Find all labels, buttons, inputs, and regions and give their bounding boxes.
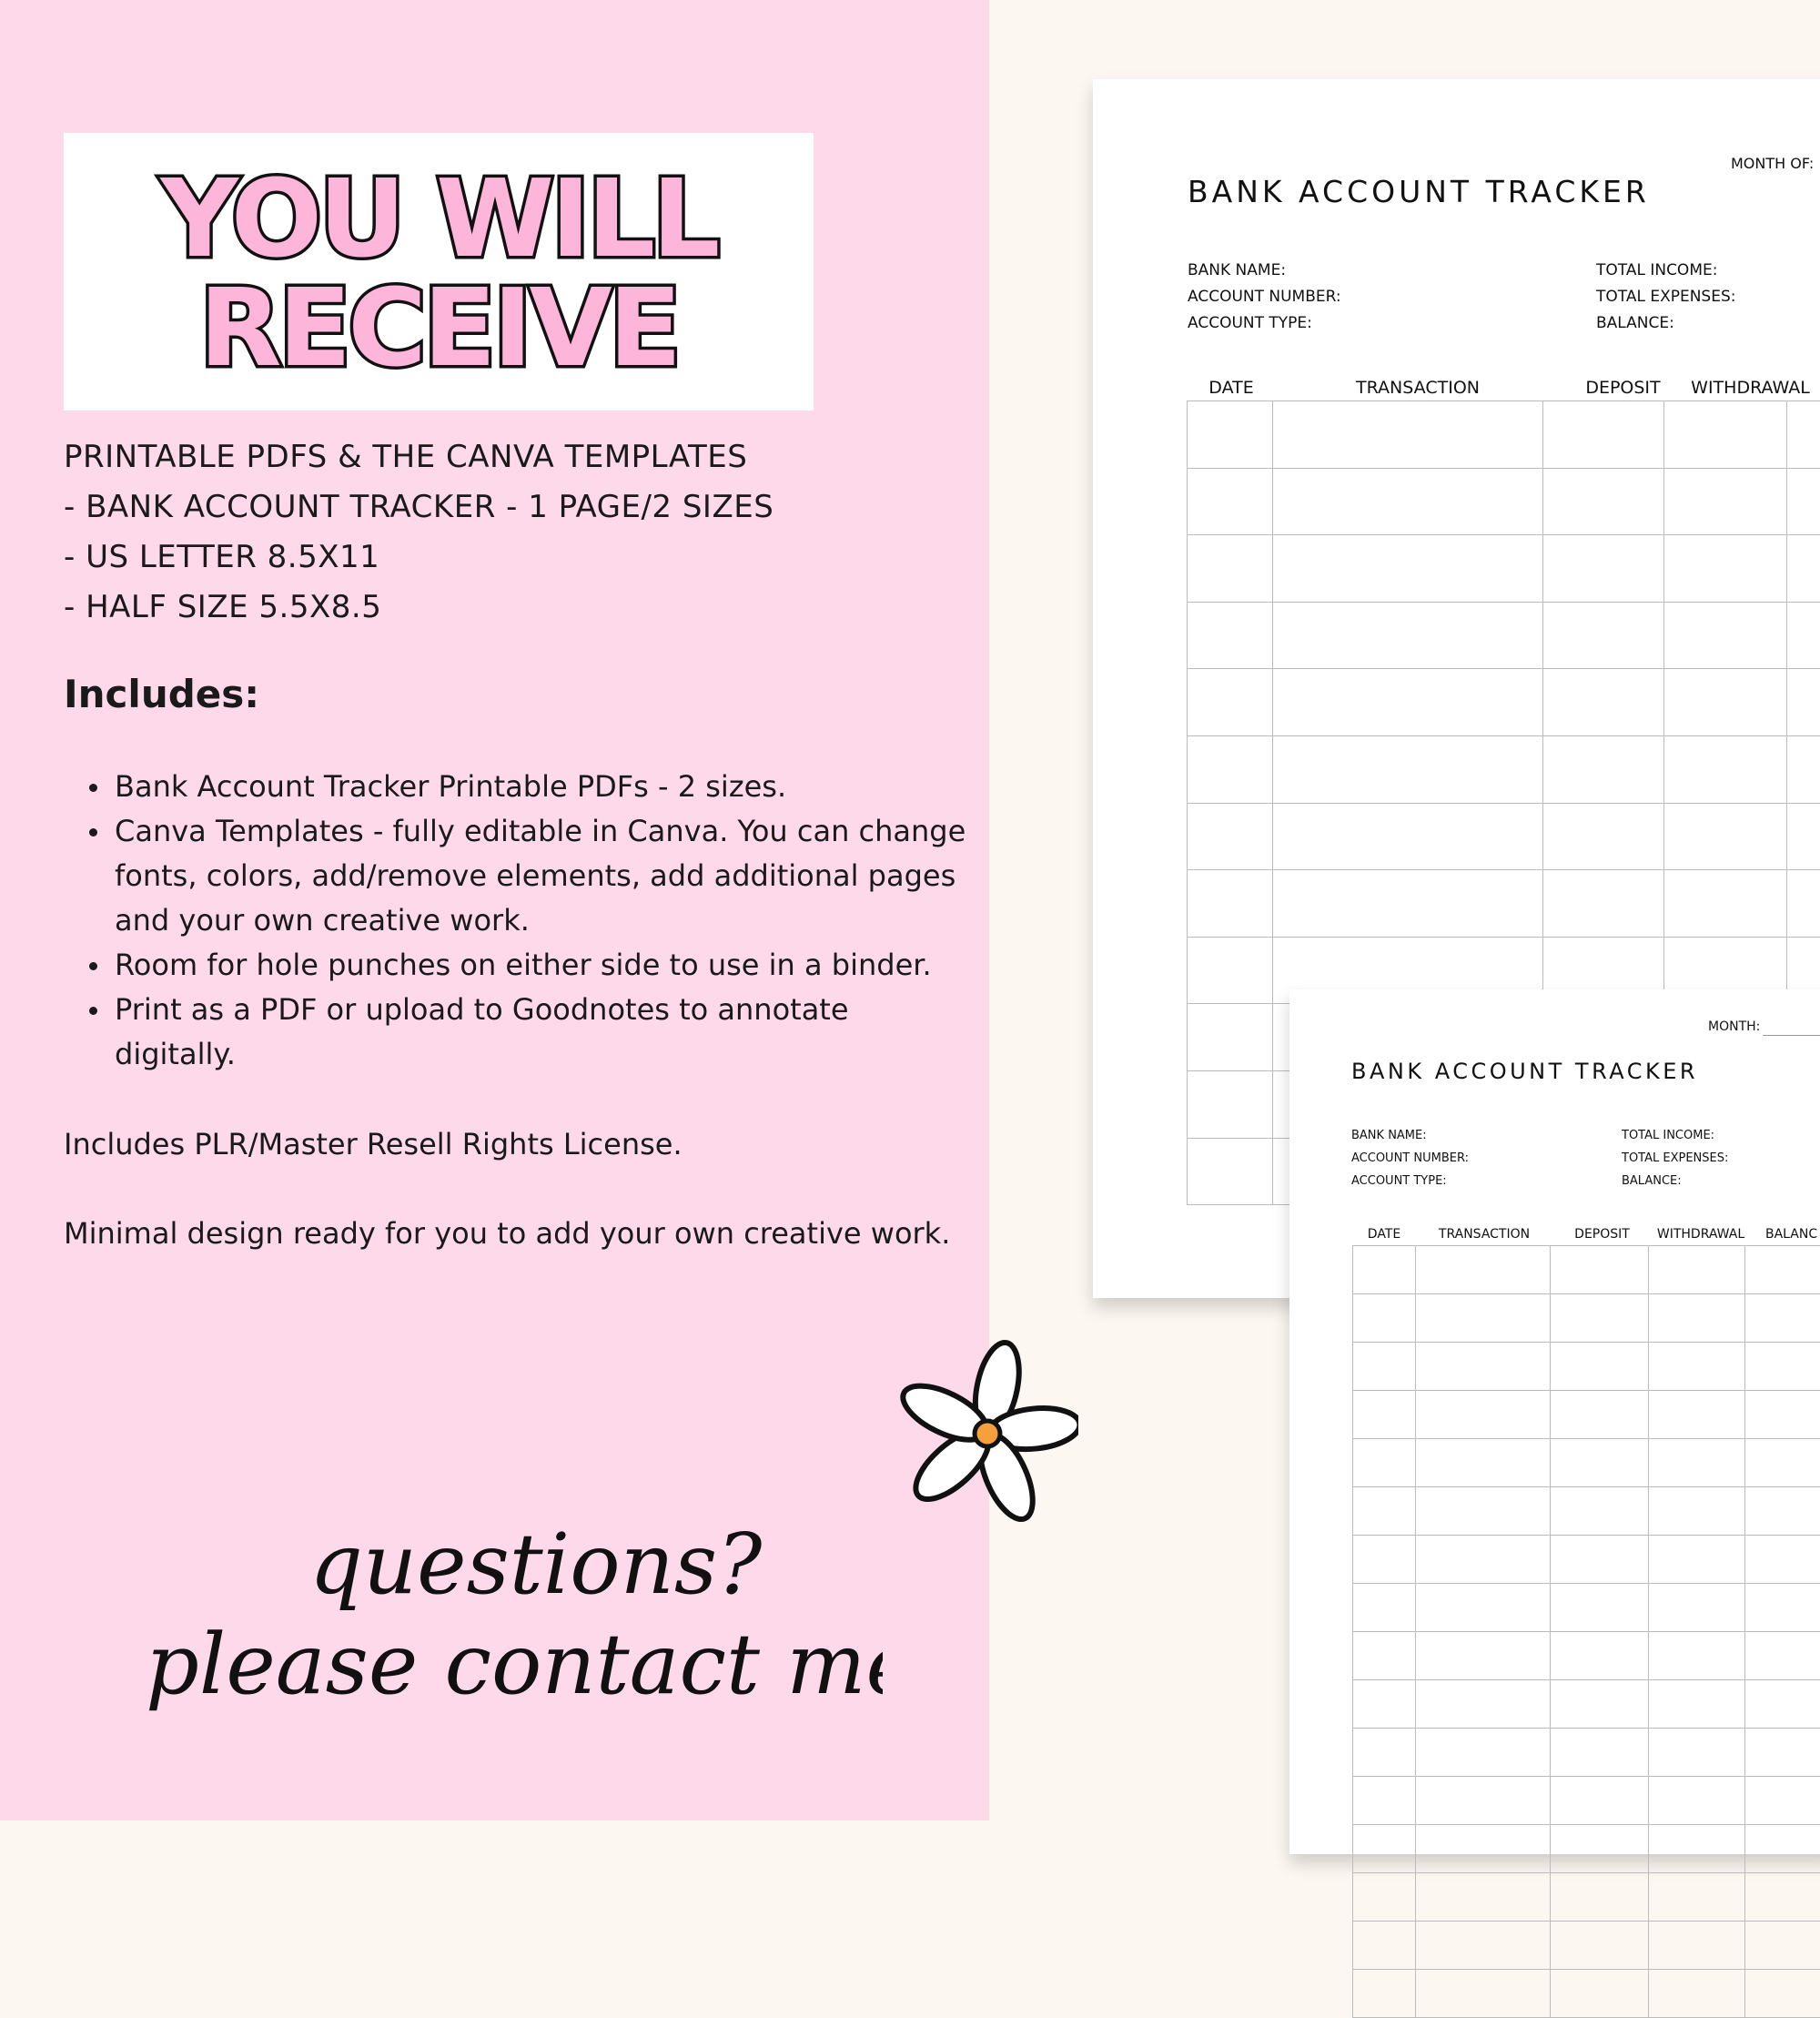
- table-cell: [1353, 1294, 1416, 1343]
- table-cell: [1664, 401, 1787, 469]
- table-cell: [1745, 1487, 1820, 1536]
- page-title: BANK ACCOUNT TRACKER: [1351, 1059, 1698, 1084]
- field-label: TOTAL EXPENSES:: [1596, 284, 1735, 310]
- includes-heading: Includes:: [64, 672, 259, 716]
- table-cell: [1745, 1680, 1820, 1729]
- table-cell: [1416, 1825, 1551, 1873]
- table-cell: [1416, 1439, 1551, 1487]
- table-cell: [1353, 1536, 1416, 1584]
- table-cell: [1416, 1584, 1551, 1632]
- table-cell: [1786, 535, 1820, 603]
- license-text: Includes PLR/Master Resell Rights License.: [64, 1122, 956, 1167]
- table-cell: [1272, 803, 1543, 870]
- field-label: ACCOUNT TYPE:: [1188, 310, 1341, 337]
- table-cell: [1786, 803, 1820, 870]
- table-cell: [1745, 1970, 1820, 2018]
- table-cell: [1416, 1777, 1551, 1825]
- table-cell: [1543, 401, 1664, 469]
- script-line-2: please contact me!: [146, 1616, 883, 1713]
- table-cell: [1551, 1536, 1649, 1584]
- transaction-table: [1352, 1245, 1820, 2018]
- table-cell: [1188, 870, 1273, 938]
- table-row: [1188, 803, 1820, 870]
- table-row: [1353, 1970, 1820, 2018]
- table-cell: [1648, 1825, 1745, 1873]
- table-cell: [1353, 1777, 1416, 1825]
- table-row: [1353, 1391, 1820, 1439]
- table-cell: [1664, 535, 1787, 603]
- table-cell: [1416, 1391, 1551, 1439]
- table-cell: [1188, 602, 1273, 669]
- month-label: MONTH OF:: [1731, 155, 1814, 172]
- table-row: [1353, 1246, 1820, 1294]
- table-cell: [1416, 1536, 1551, 1584]
- table-cell: [1188, 468, 1273, 535]
- table-cell: [1648, 1343, 1745, 1391]
- table-cell: [1188, 803, 1273, 870]
- table-row: [1353, 1294, 1820, 1343]
- table-cell: [1745, 1729, 1820, 1777]
- includes-list: [64, 765, 974, 1077]
- table-cell: [1353, 1343, 1416, 1391]
- table-cell: [1353, 1680, 1416, 1729]
- table-cell: [1648, 1246, 1745, 1294]
- table-cell: [1551, 1632, 1649, 1680]
- field-label: TOTAL INCOME:: [1596, 258, 1735, 284]
- list-item: Print as a PDF or upload to Goodnotes to annotate digitally.: [64, 988, 974, 1077]
- table-cell: [1272, 602, 1543, 669]
- deliverable-line: - BANK ACCOUNT TRACKER - 1 PAGE/2 SIZES: [64, 489, 774, 525]
- table-row: [1188, 401, 1820, 469]
- table-cell: [1745, 1584, 1820, 1632]
- table-cell: [1353, 1584, 1416, 1632]
- table-cell: [1648, 1487, 1745, 1536]
- table-cell: [1648, 1680, 1745, 1729]
- table-cell: [1551, 1584, 1649, 1632]
- table-cell: [1416, 1970, 1551, 2018]
- table-cell: [1551, 1922, 1649, 1970]
- table-cell: [1353, 1391, 1416, 1439]
- table-cell: [1551, 1873, 1649, 1922]
- table-cell: [1551, 1680, 1649, 1729]
- table-cell: [1353, 1922, 1416, 1970]
- tracker-page-half: [1289, 989, 1820, 1854]
- table-cell: [1551, 1729, 1649, 1777]
- table-cell: [1745, 1777, 1820, 1825]
- table-row: [1353, 1439, 1820, 1487]
- you-will-receive-banner: [64, 133, 814, 411]
- table-cell: [1745, 1343, 1820, 1391]
- table-row: [1353, 1825, 1820, 1873]
- month-label: MONTH:: [1708, 1019, 1760, 1034]
- table-row: [1353, 1632, 1820, 1680]
- table-cell: [1188, 937, 1273, 1004]
- column-header: WITHDRAWAL: [1652, 1227, 1750, 1242]
- table-cell: [1272, 401, 1543, 469]
- table-cell: [1648, 1536, 1745, 1584]
- column-header: DEPOSIT: [1552, 1227, 1652, 1242]
- table-cell: [1551, 1825, 1649, 1873]
- daisy-icon: [896, 1338, 1078, 1529]
- table-cell: [1786, 735, 1820, 803]
- table-cell: [1551, 1777, 1649, 1825]
- table-cell: [1745, 1922, 1820, 1970]
- table-cell: [1648, 1970, 1745, 2018]
- column-header: DATE: [1187, 378, 1276, 398]
- deliverable-line: - US LETTER 8.5X11: [64, 539, 379, 575]
- table-row: [1353, 1873, 1820, 1922]
- field-label: TOTAL EXPENSES:: [1622, 1147, 1728, 1170]
- summary-fields: [1596, 258, 1735, 337]
- table-cell: [1416, 1873, 1551, 1922]
- list-item: Bank Account Tracker Printable PDFs - 2 sizes.: [64, 765, 974, 809]
- field-label: BALANCE:: [1622, 1170, 1728, 1192]
- column-header: BALANC: [1750, 1227, 1820, 1242]
- table-cell: [1416, 1729, 1551, 1777]
- table-cell: [1272, 669, 1543, 736]
- table-cell: [1786, 401, 1820, 469]
- table-cell: [1353, 1873, 1416, 1922]
- table-cell: [1745, 1632, 1820, 1680]
- table-cell: [1648, 1632, 1745, 1680]
- table-row: [1353, 1729, 1820, 1777]
- contact-script: [136, 1502, 883, 1739]
- column-header: TRANSACTION: [1276, 378, 1560, 398]
- table-row: [1188, 535, 1820, 603]
- table-cell: [1353, 1632, 1416, 1680]
- banner-line-1: YOU WILL: [159, 156, 718, 281]
- table-cell: [1664, 602, 1787, 669]
- table-cell: [1188, 735, 1273, 803]
- table-cell: [1353, 1825, 1416, 1873]
- field-label: BALANCE:: [1596, 310, 1735, 337]
- table-cell: [1353, 1439, 1416, 1487]
- table-cell: [1353, 1970, 1416, 2018]
- table-cell: [1786, 602, 1820, 669]
- month-line: [1763, 1035, 1820, 1036]
- table-cell: [1648, 1294, 1745, 1343]
- table-row: [1353, 1584, 1820, 1632]
- table-cell: [1648, 1922, 1745, 1970]
- column-header: DEPOSIT: [1560, 378, 1686, 398]
- table-cell: [1551, 1294, 1649, 1343]
- table-row: [1353, 1922, 1820, 1970]
- table-cell: [1188, 1138, 1273, 1205]
- table-cell: [1188, 669, 1273, 736]
- table-cell: [1543, 669, 1664, 736]
- table-cell: [1416, 1343, 1551, 1391]
- field-label: ACCOUNT NUMBER:: [1188, 284, 1341, 310]
- table-cell: [1745, 1391, 1820, 1439]
- table-cell: [1353, 1729, 1416, 1777]
- table-cell: [1648, 1391, 1745, 1439]
- table-cell: [1648, 1439, 1745, 1487]
- column-header: WITHDRAWAL: [1686, 378, 1815, 398]
- table-cell: [1745, 1439, 1820, 1487]
- table-cell: [1745, 1825, 1820, 1873]
- table-row: [1188, 468, 1820, 535]
- table-cell: [1272, 870, 1543, 938]
- script-line-1: questions?: [309, 1516, 763, 1613]
- minimal-text: Minimal design ready for you to add your own creative work.: [64, 1212, 956, 1256]
- table-cell: [1416, 1246, 1551, 1294]
- banner-line-2: RECEIVE: [199, 265, 679, 390]
- table-cell: [1664, 468, 1787, 535]
- table-cell: [1353, 1487, 1416, 1536]
- table-cell: [1188, 1070, 1273, 1138]
- table-cell: [1416, 1294, 1551, 1343]
- table-cell: [1416, 1680, 1551, 1729]
- table-cell: [1664, 870, 1787, 938]
- table-row: [1353, 1680, 1820, 1729]
- table-cell: [1551, 1391, 1649, 1439]
- table-cell: [1745, 1294, 1820, 1343]
- table-row: [1188, 735, 1820, 803]
- table-cell: [1648, 1873, 1745, 1922]
- table-cell: [1272, 735, 1543, 803]
- table-cell: [1188, 401, 1273, 469]
- table-row: [1353, 1536, 1820, 1584]
- field-label: ACCOUNT NUMBER:: [1351, 1147, 1469, 1170]
- table-cell: [1664, 803, 1787, 870]
- table-cell: [1353, 1246, 1416, 1294]
- table-cell: [1648, 1584, 1745, 1632]
- table-cell: [1664, 735, 1787, 803]
- table-cell: [1543, 535, 1664, 603]
- table-cell: [1272, 468, 1543, 535]
- table-cell: [1648, 1729, 1745, 1777]
- table-cell: [1416, 1487, 1551, 1536]
- table-cell: [1272, 535, 1543, 603]
- table-cell: [1745, 1873, 1820, 1922]
- table-cell: [1551, 1970, 1649, 2018]
- table-cell: [1551, 1439, 1649, 1487]
- table-cell: [1551, 1246, 1649, 1294]
- table-cell: [1664, 669, 1787, 736]
- list-item: Canva Templates - fully editable in Canva. You can change fonts, colors, add/remove elements, add additional pages and your own creative work.: [64, 809, 974, 943]
- column-header: DATE: [1352, 1227, 1416, 1242]
- deliverable-line: - HALF SIZE 5.5X8.5: [64, 589, 381, 625]
- deliverable-line: PRINTABLE PDFS & THE CANVA TEMPLATES: [64, 439, 747, 475]
- table-cell: [1543, 735, 1664, 803]
- list-item: Room for hole punches on either side to use in a binder.: [64, 943, 974, 988]
- field-label: ACCOUNT TYPE:: [1351, 1170, 1469, 1192]
- table-row: [1188, 669, 1820, 736]
- field-label: TOTAL INCOME:: [1622, 1124, 1728, 1147]
- table-cell: [1543, 803, 1664, 870]
- field-label: BANK NAME:: [1351, 1124, 1469, 1147]
- table-row: [1353, 1343, 1820, 1391]
- field-label: BANK NAME:: [1188, 258, 1341, 284]
- table-cell: [1551, 1487, 1649, 1536]
- table-cell: [1416, 1632, 1551, 1680]
- table-cell: [1188, 1004, 1273, 1071]
- table-cell: [1786, 468, 1820, 535]
- column-header: TRANSACTION: [1416, 1227, 1552, 1242]
- table-row: [1353, 1777, 1820, 1825]
- account-fields: [1351, 1124, 1469, 1192]
- table-cell: [1543, 870, 1664, 938]
- table-cell: [1543, 602, 1664, 669]
- table-cell: [1416, 1922, 1551, 1970]
- table-cell: [1786, 870, 1820, 938]
- page-title: BANK ACCOUNT TRACKER: [1188, 174, 1650, 209]
- table-cell: [1648, 1777, 1745, 1825]
- table-cell: [1745, 1246, 1820, 1294]
- table-cell: [1551, 1343, 1649, 1391]
- table-cell: [1745, 1536, 1820, 1584]
- account-fields: [1188, 258, 1341, 337]
- table-row: [1188, 870, 1820, 938]
- table-row: [1353, 1487, 1820, 1536]
- table-cell: [1188, 535, 1273, 603]
- summary-fields: [1622, 1124, 1728, 1192]
- table-row: [1188, 602, 1820, 669]
- table-cell: [1786, 669, 1820, 736]
- table-cell: [1543, 468, 1664, 535]
